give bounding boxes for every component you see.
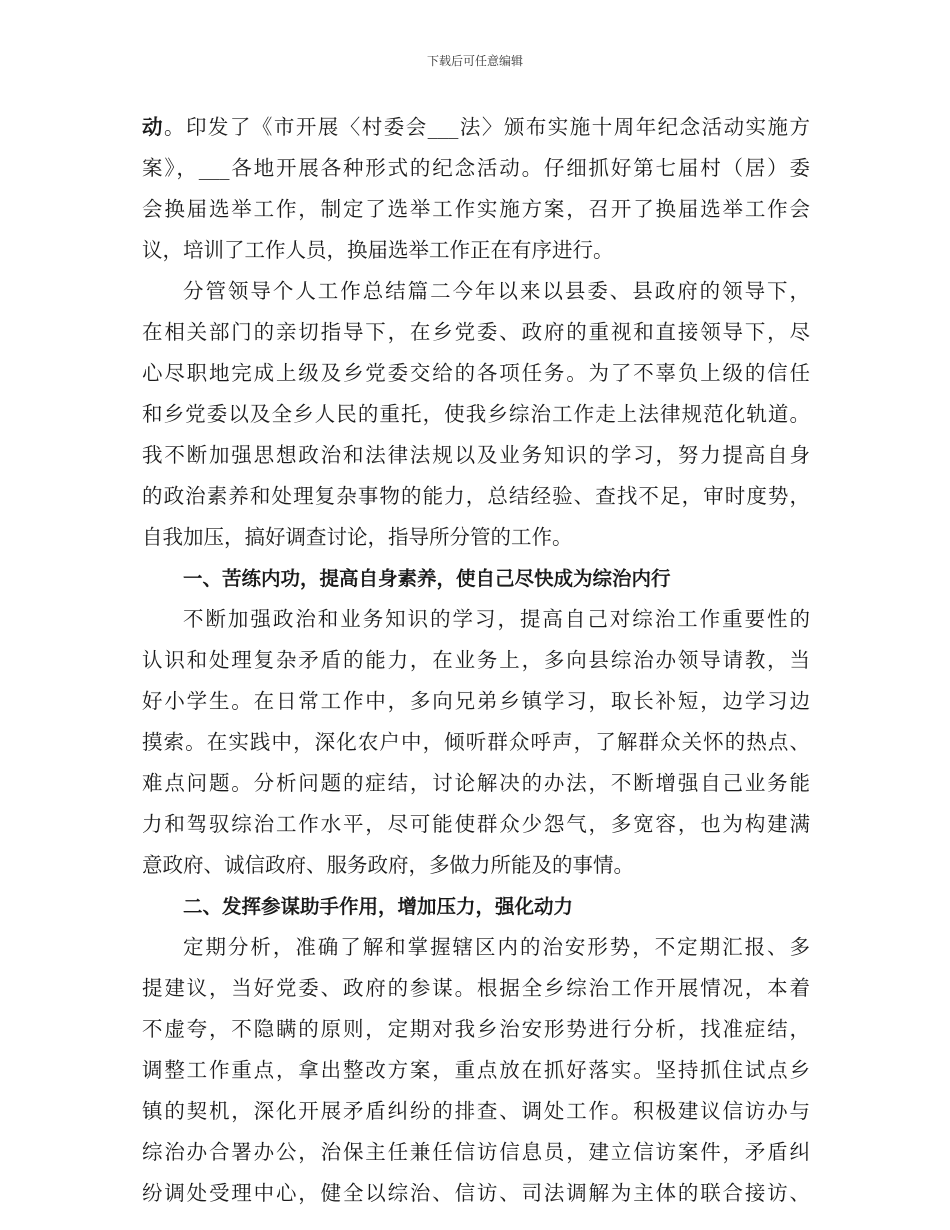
document-body: [142, 107, 810, 1214]
text-line: 纷调处受理中心，健全以综治、信访、司法调解为主体的联合接访、: [142, 1181, 810, 1205]
text-line: 难点问题。分析问题的症结，讨论解决的办法，不断增强自己业务能: [142, 771, 810, 795]
text-line: 调整工作重点，拿出整改方案，重点放在抓好落实。坚持抓住试点乡: [142, 1058, 810, 1082]
text-line: 定期分析，准确了解和掌握辖区内的治安形势，不定期汇报、多: [183, 935, 810, 959]
text-line: 认识和处理复杂矛盾的能力，在业务上，多向县综治办领导请教，当: [142, 648, 810, 672]
text-line: 力和驾驭综治工作水平，尽可能使群众少怨气，多宽容，也为构建满: [142, 812, 810, 836]
text-line: 心尽职地完成上级及乡党委交给的各项任务。为了不辜负上级的信任: [142, 361, 810, 385]
text-line: [142, 107, 810, 148]
text-line: 不断加强政治和业务知识的学习，提高自己对综治工作重要性的: [183, 607, 810, 631]
text-line: 议，培训了工作人员，换届选举工作正在有序进行。: [142, 238, 614, 262]
text-line: 会换届选举工作，制定了选举工作实施方案，召开了换届选举工作会: [142, 197, 810, 221]
section-heading-2: 二、发挥参谋助手作用，增加压力，强化动力: [183, 895, 574, 918]
text-line: 综治办合署办公，治保主任兼任信访信息员，建立信访案件，矛盾纠: [142, 1140, 810, 1164]
text-span: 。印发了《市开展〈村委会___法〉颁布实施十周年纪念活动实施方: [163, 115, 810, 139]
paragraph-1: [142, 107, 810, 271]
text-line: 分管领导个人工作总结篇二今年以来以县委、县政府的领导下，: [183, 279, 810, 303]
text-line: 镇的契机，深化开展矛盾纠纷的排查、调处工作。积极建议信访办与: [142, 1099, 810, 1123]
text-line: 在相关部门的亲切指导下，在乡党委、政府的重视和直接领导下，尽: [142, 320, 810, 344]
paragraph-4: [142, 927, 810, 1214]
bold-lead-char: 动: [142, 115, 164, 139]
text-line: 不虚夸，不隐瞒的原则，定期对我乡治安形势进行分析，找准症结，: [142, 1017, 810, 1041]
text-line: 好小学生。在日常工作中，多向兄弟乡镇学习，取长补短，边学习边: [142, 689, 810, 713]
paragraph-2: [142, 271, 810, 558]
text-line: 自我加压，搞好调查讨论，指导所分管的工作。: [142, 525, 573, 549]
paragraph-3: [142, 599, 810, 886]
text-line: 的政治素养和处理复杂事物的能力，总结经验、查找不足，审时度势，: [142, 484, 810, 508]
text-line: 提建议，当好党委、政府的参谋。根据全乡综治工作开展情况，本着: [142, 976, 810, 1000]
text-line: 我不断加强思想政治和法律法规以及业务知识的学习，努力提高自身: [142, 443, 810, 467]
text-line: 意政府、诚信政府、服务政府，多做力所能及的事情。: [142, 853, 634, 877]
text-line: 案》，___各地开展各种形式的纪念活动。仔细抓好第七届村（居）委: [142, 156, 810, 180]
text-line: 摸索。在实践中，深化农户中，倾听群众呼声，了解群众关怀的热点、: [142, 730, 810, 754]
section-heading-1: 一、苦练内功，提高自身素养，使自己尽快成为综治内行: [183, 567, 671, 590]
page-header: 下载后可任意编辑: [426, 54, 523, 68]
text-line: 和乡党委以及全乡人民的重托，使我乡综治工作走上法律规范化轨道。: [142, 402, 810, 426]
